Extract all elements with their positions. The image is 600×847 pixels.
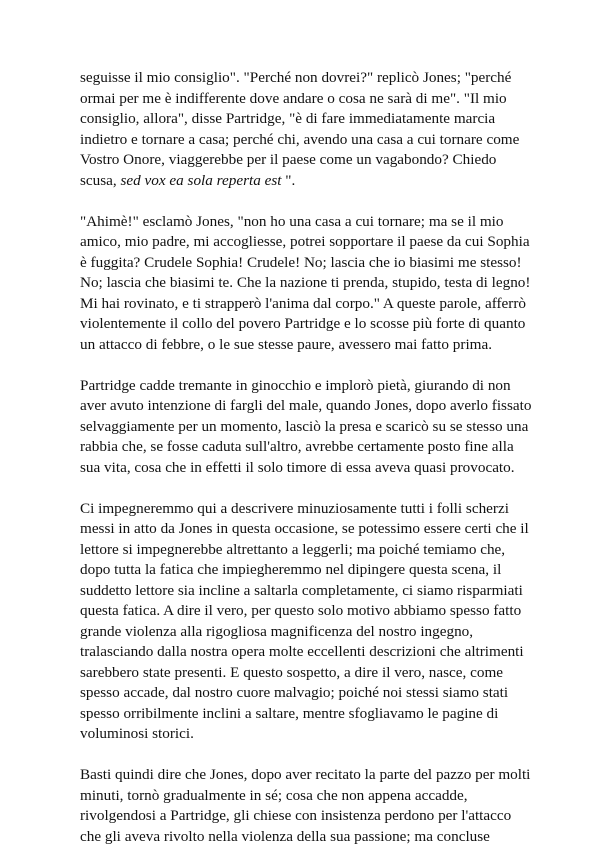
- paragraph-5: Basti quindi dire che Jones, dopo aver recitato la parte del pazzo per molti minuti, tornò gradualmente in sé; cosa che non appena accadde, rivolgendosi a Partridge, gli chiese con insistenza perdono per l'attacco che gli aveva rivolto nella violenza della sua passione; ma concluse: [80, 766, 531, 845]
- paragraph-3: Partridge cadde tremante in ginocchio e implorò pietà, giurando di non aver avuto intenzione di fargli del male, quando Jones, dopo averlo fissato selvaggiamente per un momento, lasciò la presa e scaricò su se stesso una rabbia che, se fosse caduta sull'altro, avrebbe certamente posto fine alla sua vita, cosa che in effetti il solo timore di essa aveva quasi provocato.: [80, 376, 532, 476]
- paragraph-4: Ci impegneremmo qui a descrivere minuziosamente tutti i folli scherzi messi in atto da Jones in questa occasione, se potessimo essere certi che il lettore si impegnerebbe altrettanto a leggerli; ma poiché temiamo che, dopo tutta la fatica che impiegheremmo nel dipingere questa scena, il suddetto lettore sia incline a saltarla completamente, ci siamo risparmiati questa fatica. A dire il vero, per questo solo motivo abbiamo spesso fatto grande violenza alla rigogliosa magnificenza del nostro ingegno, tralasciando dalla nostra opera molte eccellenti descrizioni che altrimenti sarebbero state presenti. E questo sospetto, a dire il vero, nasce, come spesso accade, dal nostro cuore malvagio; poiché noi stessi siamo stati spesso orribilmente inclini a saltare, mentre sfogliavamo le pagine di voluminosi storici.: [80, 499, 529, 742]
- latin-quote: sed vox ea sola reperta est: [120, 171, 282, 189]
- paragraph-1-text: seguisse il mio consiglio". "Perché non dovrei?" replicò Jones; "perché ormai per me è indifferente dove andare o cosa ne sarà di me". "Il mio consiglio, allora", disse Partridge, "è di fare immediatamente marcia indietro e tornare a casa; perché chi, avendo una casa a cui tornare come Vostro Onore, viaggerebbe per il paese come un vagabondo? Chiedo scusa,: [80, 69, 520, 189]
- paragraph-1: [80, 68, 532, 191]
- document-page: [80, 68, 532, 847]
- paragraph-2: "Ahimè!" esclamò Jones, "non ho una casa a cui tornare; ma se il mio amico, mio padre, mi accogliesse, potrei sopportare il paese da cui Sophia è fuggita? Crudele Sophia! Crudele! No; lascia che io biasimi me stesso! No; lascia che biasimi te. Che la nazione ti prenda, stupido, testa di legno! Mi hai rovinato, e ti strapperò l'anima dal corpo." A queste parole, afferrò violentemente il collo del povero Partridge e lo scosse più forte di quanto un attacco di febbre, o le sue stesse paure, avessero mai fatto prima.: [80, 212, 531, 353]
- paragraph-1-closing: ".: [281, 171, 296, 189]
